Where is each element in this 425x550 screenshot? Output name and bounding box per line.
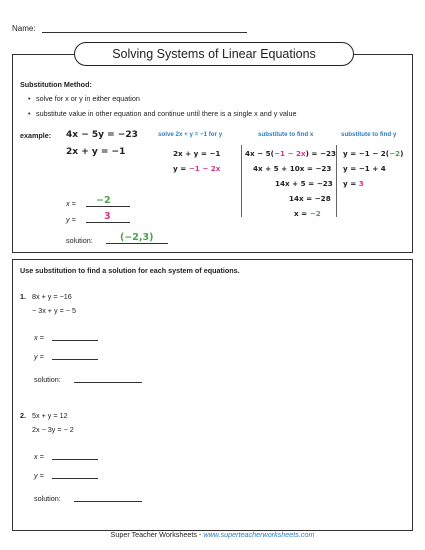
example-label: example:	[20, 131, 52, 140]
example-solution-value: (−2,3)	[120, 232, 154, 243]
divider-2	[336, 145, 337, 217]
problem-2-eq2: 2x − 3y = − 2	[32, 425, 74, 434]
problem-1-solution-label: solution:	[34, 375, 61, 384]
example-solution-line	[106, 243, 168, 244]
method-heading: Substitution Method:	[20, 80, 92, 89]
problem-2-eq1: 5x + y = 12	[32, 411, 68, 420]
problem-2-number: 2.	[20, 411, 26, 420]
example-x-value: −2	[96, 195, 111, 206]
example-y-line	[86, 222, 130, 223]
footer	[0, 530, 425, 539]
col2-heading: substitute to find x	[258, 131, 314, 138]
col1-line2: y = −1 − 2x	[173, 164, 221, 173]
example-solution-label: solution:	[66, 236, 93, 245]
example-x-label: x =	[66, 199, 76, 208]
col3-line1: y = −1 − 2(−2)	[343, 149, 404, 158]
col2-line5: x = −2	[294, 209, 321, 218]
problem-1-number: 1.	[20, 292, 26, 301]
problem-1-solution-field[interactable]	[74, 382, 142, 383]
example-y-label: y =	[66, 215, 76, 224]
problem-1-y-field[interactable]	[52, 359, 98, 360]
problem-1-eq1: 8x + y = −16	[32, 292, 72, 301]
problem-2-solution-field[interactable]	[74, 501, 142, 502]
problem-2-y-field[interactable]	[52, 478, 98, 479]
col3-line2: y = −1 + 4	[343, 164, 386, 173]
practice-box	[12, 259, 413, 531]
example-eq1: 4x − 5y = −23	[66, 130, 138, 140]
problem-2-x-field[interactable]	[52, 459, 98, 460]
col2-line1: 4x − 5(−1 − 2x) = −23	[245, 149, 336, 158]
col1-line1: 2x + y = −1	[173, 149, 221, 158]
problem-2-solution-label: solution:	[34, 494, 61, 503]
method-bullet-2: • substitute value in other equation and continue until there is a single x and y value	[36, 109, 297, 118]
problem-1-y-label: y =	[34, 352, 44, 361]
footer-brand: Super Teacher Worksheets -	[110, 530, 204, 539]
name-label: Name:	[12, 24, 36, 33]
example-x-line	[86, 206, 130, 207]
problem-2-x-label: x =	[34, 452, 44, 461]
col2-line3: 14x + 5 = −23	[275, 179, 333, 188]
problem-1-x-field[interactable]	[52, 340, 98, 341]
col2-line4: 14x = −28	[289, 194, 331, 203]
instructions: Use substitution to find a solution for each system of equations.	[20, 266, 240, 275]
problem-2-y-label: y =	[34, 471, 44, 480]
example-y-value: 3	[104, 211, 111, 222]
col2-line2: 4x + 5 + 10x = −23	[253, 164, 332, 173]
example-eq2: 2x + y = −1	[66, 147, 126, 157]
problem-1-eq2: − 3x + y = − 5	[32, 306, 76, 315]
method-bullet-1: • solve for x or y in either equation	[36, 94, 140, 103]
col1-heading: solve 2x + y = −1 for y	[158, 131, 223, 138]
name-line[interactable]	[42, 32, 247, 33]
footer-url[interactable]: www.superteacherworksheets.com	[203, 530, 315, 539]
divider-1	[241, 145, 242, 217]
col3-line3: y = 3	[343, 179, 364, 188]
page-title: Solving Systems of Linear Equations	[74, 42, 354, 66]
problem-1-x-label: x =	[34, 333, 44, 342]
col3-heading: substitute to find y	[341, 131, 397, 138]
